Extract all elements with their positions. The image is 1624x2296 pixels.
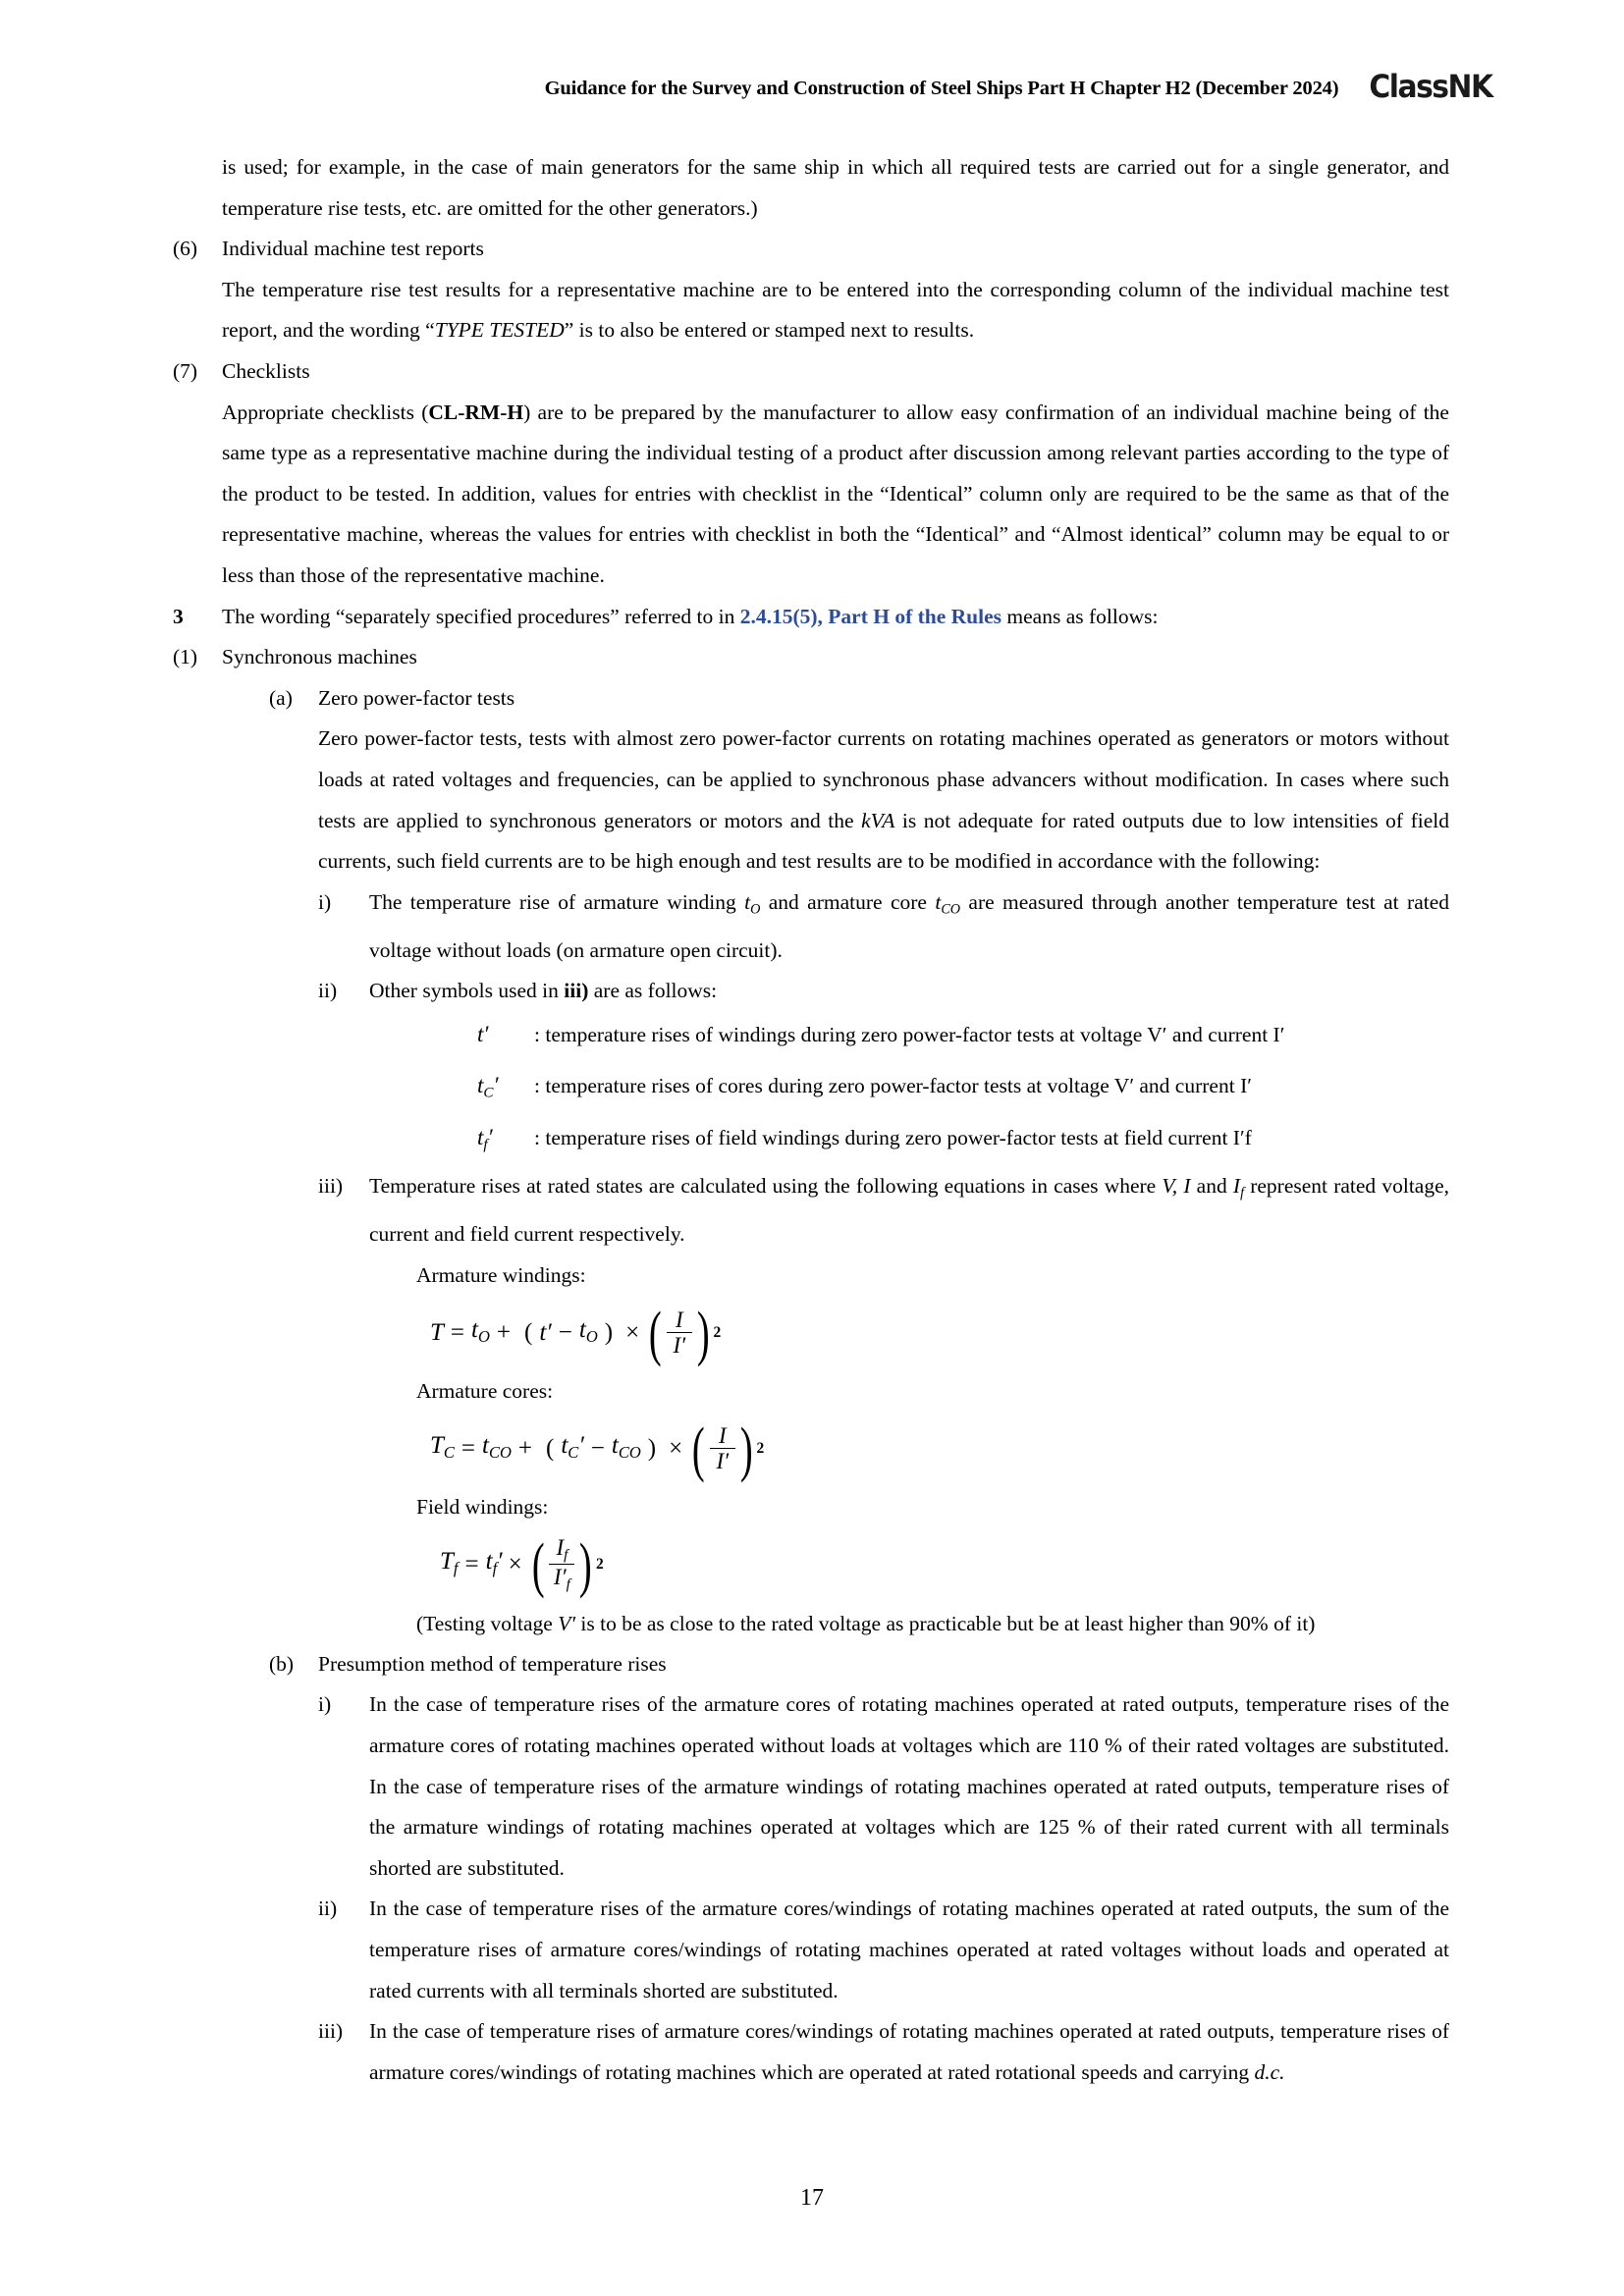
eq2-denominator: I′ xyxy=(716,1449,730,1474)
symbol-tf-prime-description: : temperature rises of field windings during zero power-factor tests at field current I′f xyxy=(534,1125,1252,1149)
list-marker-7: (7) xyxy=(173,358,198,383)
item6-quoted-term: TYPE TESTED xyxy=(434,318,565,343)
eq2-equals: = xyxy=(460,1435,476,1462)
eq2-fraction xyxy=(709,1424,736,1473)
eq3-lhs: $T_f$ xyxy=(440,1547,459,1577)
eq2-open-paren: ( xyxy=(546,1435,555,1462)
equation-field-windings xyxy=(440,1526,1449,1603)
eq1-t-o-2: $t_O$ xyxy=(578,1315,598,1346)
roman-i-part1: The temperature rise of armature winding xyxy=(369,889,745,914)
rated-vars: V, I xyxy=(1162,1174,1191,1199)
list-marker-6: (6) xyxy=(173,237,198,261)
roman-item-i-a-text xyxy=(369,882,1449,971)
zero-pf-intro-paragraph xyxy=(318,719,1449,881)
equation-label-armature-cores: Armature cores: xyxy=(416,1378,554,1403)
list-item-6 xyxy=(173,229,1449,270)
testing-note-part2: is to be as close to the rated voltage as practicable but be at least higher than 90% of it) xyxy=(575,1611,1316,1635)
roman-iii-part2: and xyxy=(1190,1174,1233,1199)
eq2-fraction-group: ( $\frac{I}{I'}$ ) 2 xyxy=(692,1415,765,1483)
symbol-tf-prime: $t_f'$ xyxy=(477,1124,493,1153)
eq1-denominator: I′ xyxy=(673,1333,686,1359)
eq1-equals: = xyxy=(450,1319,465,1346)
eq1-open-paren: ( xyxy=(524,1319,533,1346)
eq1-lhs: T xyxy=(430,1319,444,1346)
list-item-1 xyxy=(173,637,1449,678)
item7-text-part1: Appropriate checklists ( xyxy=(222,400,429,424)
list-item-7-paragraph xyxy=(222,393,1449,597)
equation-label-armature-windings: Armature windings: xyxy=(416,1262,586,1287)
symbol-t-co: $t_{CO}$ xyxy=(935,889,961,917)
clause-3-text xyxy=(222,597,1158,638)
list-marker-a: (a) xyxy=(269,685,293,710)
eq1-exponent: 2 xyxy=(713,1324,722,1341)
roman-item-ii-a xyxy=(318,971,1449,1012)
roman-marker-i-a: i) xyxy=(318,889,332,914)
symbol-t-prime-description: : temperature rises of windings during zero power-factor tests at voltage V′ and current I′ xyxy=(534,1022,1285,1046)
eq1-close-paren: ) xyxy=(604,1319,614,1346)
list-item-b-heading: Presumption method of temperature rises xyxy=(318,1651,667,1676)
roman-item-i-b-text: In the case of temperature rises of the armature cores of rotating machines operated at rated outputs, temperature rises of the armature cores of rotating machines operated without loads at voltages which are 110 % of their rated voltages are substituted. In the case of temperature rises of the armature windings of rotating machines operated at rated outputs, temperature rises of the armature windings of rotating machines operated at voltages which are 125 % of their rated current with all terminals shorted are substituted. xyxy=(369,1692,1449,1880)
item6-text-after: ” is to also be entered or stamped next to results. xyxy=(564,318,975,343)
roman-iii-part3: represent rated voltage, current and field current respectively. xyxy=(369,1174,1450,1247)
roman-ii-part2: are as follows: xyxy=(588,979,718,1003)
list-item-7 xyxy=(173,351,1449,393)
checklist-code: CL-RM-H xyxy=(428,400,524,424)
eq3-fraction-group: ( $\frac{I_f}{I'_f}$ ) 2 xyxy=(531,1531,604,1599)
item7-text-part2: ) are to be prepared by the manufacturer to allow easy confirmation of an individual machine being of the same type as a representative machine during the individual testing of a product after discussion among relevant parties according to the type of the product to be tested. In addition, values for entries with checklist in the “Identical” column only are required to be the same as that of the representative machine, whereas the values for entries with checklist in both the “Identical” and “Almost identical” column may be equal to or less than those of the representative machine. xyxy=(222,400,1449,587)
page-header xyxy=(224,68,1492,105)
eq1-t-o: $t_O$ xyxy=(471,1315,490,1346)
eq1-plus: + xyxy=(496,1319,511,1346)
roman-item-ii-b-text: In the case of temperature rises of the armature cores/windings of rotating machines operated at rated outputs, the sum of the temperature rises of armature cores/windings of rotating machines operated at rated voltages without loads and operated at rated currents with all terminals shorted are substituted. xyxy=(369,1896,1449,2002)
document-body xyxy=(173,147,1449,2093)
list-item-b xyxy=(269,1644,1449,1685)
roman-item-iii-b xyxy=(318,2011,1449,2093)
roman-iii-part1: Temperature rises at rated states are calculated using the following equations in cases where xyxy=(369,1174,1163,1199)
clause3-text-after: means as follows: xyxy=(1001,604,1159,628)
eq2-multiply: × xyxy=(669,1435,683,1462)
eq1-minus: − xyxy=(558,1319,572,1346)
item6-text-before: The temperature rise test results for a representative machine are to be entered into the corresponding column of the individual machine test report, and the wording “ xyxy=(222,277,1449,343)
eq3-exponent: 2 xyxy=(596,1556,604,1573)
eq1-fraction xyxy=(666,1308,693,1358)
eq1-t-prime: t′ xyxy=(539,1319,552,1346)
list-item-6-heading: Individual machine test reports xyxy=(222,237,484,261)
roman-ii-part1: Other symbols used in xyxy=(369,979,565,1003)
eq2-tc-prime: $t_C'$ xyxy=(561,1431,584,1462)
testing-note-part1: (Testing voltage xyxy=(416,1611,559,1635)
roman-item-iii-a-text xyxy=(369,1166,1449,1255)
eq2-numerator: I xyxy=(719,1422,727,1448)
equation-armature-windings xyxy=(430,1295,1449,1371)
eq2-close-paren: ) xyxy=(647,1435,657,1462)
eq2-lhs: $T_C$ xyxy=(430,1431,455,1462)
dc-symbol: d.c. xyxy=(1254,2059,1285,2084)
roman-item-iii-a xyxy=(318,1166,1449,1255)
eq2-minus: − xyxy=(590,1435,605,1462)
roman-item-i-b xyxy=(318,1684,1449,1889)
list-item-7-heading: Checklists xyxy=(222,358,310,383)
classnk-logo: ClassNK xyxy=(1369,68,1492,105)
list-item-1-heading: Synchronous machines xyxy=(222,645,417,669)
roman-item-ii-b xyxy=(318,1889,1449,2011)
eq2-plus: + xyxy=(517,1435,533,1462)
testing-note-symbol: V′ xyxy=(558,1611,576,1635)
symbol-tc-prime: $t_C'$ xyxy=(477,1073,499,1101)
zero-pf-intro-before: Zero power-factor tests, tests with almost zero power-factor currents on rotating machines operated as generators or motors without loads at rated voltages and frequencies, can be applied to synchronous phase advancers without modification. In cases where such tests are applied to synchronous generators or motors and the xyxy=(318,726,1449,832)
roman-item-ii-a-text xyxy=(369,971,717,1012)
kva-symbol: kVA xyxy=(861,808,895,832)
header-title: Guidance for the Survey and Construction of Steel Ships Part H Chapter H2 (December 2024) xyxy=(544,77,1339,99)
eq1-numerator: I xyxy=(675,1307,683,1332)
roman-marker-i-b: i) xyxy=(318,1692,332,1717)
zero-pf-intro-after: is not adequate for rated outputs due to low intensities of field currents, such field currents are to be high enough and test results are to be modified in accordance with the following: xyxy=(318,808,1449,874)
symbol-definition-row xyxy=(477,1012,1449,1064)
list-item-a-heading: Zero power-factor tests xyxy=(318,685,515,710)
symbol-definition-row xyxy=(477,1115,1449,1167)
list-item-a xyxy=(269,678,1449,720)
eq3-fraction xyxy=(548,1536,575,1592)
eq2-exponent: 2 xyxy=(756,1440,765,1457)
eq1-multiply: × xyxy=(625,1319,640,1346)
eq3-equals: = xyxy=(464,1551,479,1577)
rules-reference-link[interactable]: 2.4.15(5), Part H of the Rules xyxy=(739,604,1002,628)
roman-ii-bold-ref: iii) xyxy=(564,979,589,1003)
roman-marker-ii-b: ii) xyxy=(318,1896,338,1921)
eq3-multiply: × xyxy=(508,1551,522,1577)
equation-label-field-windings: Field windings: xyxy=(416,1494,549,1519)
symbol-t-o: $t_O$ xyxy=(744,889,761,917)
roman-item-i-a xyxy=(318,882,1449,971)
roman-item-iii-b-text xyxy=(369,2011,1449,2093)
eq2-t-co: $t_{CO}$ xyxy=(482,1431,512,1462)
symbol-t-prime: t′ xyxy=(477,1021,489,1046)
continued-paragraph: is used; for example, in the case of main generators for the same ship in which all required tests are carried out for a single generator, and temperature rise tests, etc. are omitted for the other generators.) xyxy=(222,155,1449,220)
symbol-definition-row xyxy=(477,1063,1449,1115)
page-number: 17 xyxy=(800,2185,824,2211)
roman-i-part2: and armature core xyxy=(760,889,936,914)
roman-marker-iii-a: iii) xyxy=(318,1174,344,1199)
roman-marker-ii-a: ii) xyxy=(318,979,338,1003)
clause-3 xyxy=(173,597,1449,638)
eq3-denominator: $I'_f$ xyxy=(553,1565,570,1593)
list-marker-b: (b) xyxy=(269,1651,295,1676)
eq3-tf-prime: $t_f'$ xyxy=(485,1547,503,1577)
page-footer xyxy=(0,2185,1624,2212)
symbol-tc-prime-description: : temperature rises of cores during zero power-factor tests at voltage V′ and current I′ xyxy=(534,1074,1252,1098)
eq1-fraction-group: ( $\frac{I}{I'}$ ) 2 xyxy=(649,1300,722,1367)
eq3-numerator: $I_f$ xyxy=(556,1535,568,1564)
clause3-text-before: The wording “separately specified procedures” referred to in xyxy=(222,604,740,628)
clause-3-marker: 3 xyxy=(173,604,184,628)
equation-armature-cores xyxy=(430,1411,1449,1487)
list-item-6-paragraph xyxy=(222,270,1449,351)
eq2-t-co-2: $t_{CO}$ xyxy=(611,1431,641,1462)
roman-i-part3: are measured through another temperature test at rated voltage without loads (on armature open circuit). xyxy=(369,889,1450,962)
symbol-i-f: $I_f$ xyxy=(1232,1174,1245,1201)
roman-iii-b-part1: In the case of temperature rises of armature cores/windings of rotating machines operated at rated outputs, temperature rises of armature cores/windings of rotating machines which are operated at rated rotational speeds and carrying xyxy=(369,2019,1449,2084)
list-marker-1: (1) xyxy=(173,645,198,669)
roman-marker-iii-b: iii) xyxy=(318,2019,344,2044)
testing-voltage-note xyxy=(416,1603,1449,1644)
